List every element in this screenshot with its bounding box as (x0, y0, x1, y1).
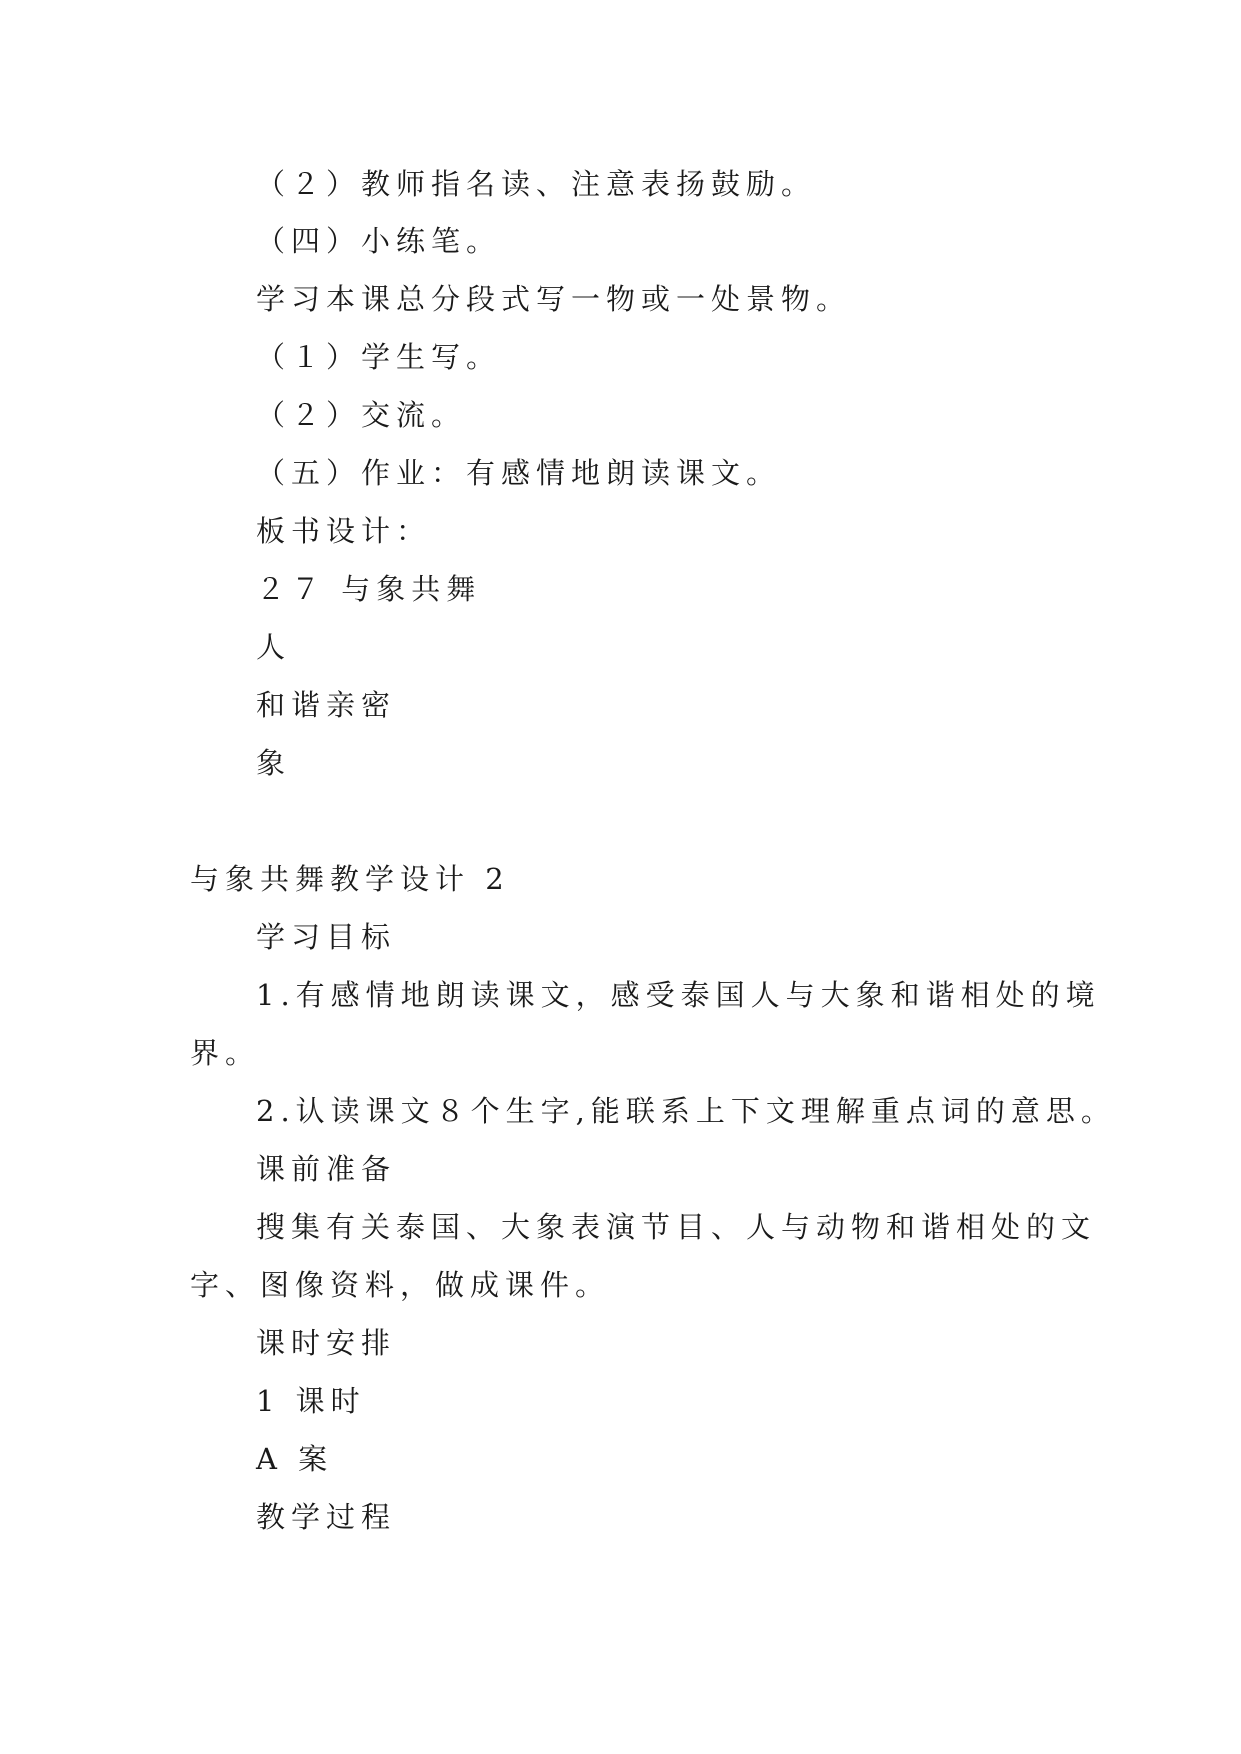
text-line: （五）作业：有感情地朗读课文。 (256, 456, 782, 490)
objective-2: 2.认读课文８个生字,能联系上下文理解重点词的意思。 (256, 1094, 1116, 1128)
text-line: （２）教师指名读、注意表扬鼓励。 (256, 167, 817, 201)
board-design-title: ２７ 与象共舞 (256, 572, 482, 606)
board-design-line: 人 (256, 630, 292, 664)
process-heading: 教学过程 (256, 1500, 397, 1534)
board-design-line: 和谐亲密 (256, 688, 397, 722)
prep-text-continued: 字、图像资料，做成课件。 (190, 1268, 611, 1302)
section-title: 与象共舞教学设计 2 (190, 862, 510, 896)
objective-1-continued: 界。 (190, 1036, 261, 1070)
prep-text: 搜集有关泰国、大象表演节目、人与动物和谐相处的文 (256, 1210, 1097, 1244)
text-line: （２）交流。 (256, 398, 467, 432)
board-design-heading: 板书设计： (256, 514, 432, 548)
prep-heading: 课前准备 (256, 1152, 397, 1186)
text-line: 学习本课总分段式写一物或一处景物。 (256, 282, 852, 316)
schedule-heading: 课时安排 (256, 1326, 397, 1360)
text-line: （四）小练笔。 (256, 224, 502, 258)
board-design-line: 象 (256, 746, 292, 780)
objective-1: 1.有感情地朗读课文，感受泰国人与大象和谐相处的境 (256, 978, 1101, 1012)
schedule-value: 1 课时 (256, 1384, 366, 1418)
objectives-heading: 学习目标 (256, 920, 397, 954)
text-line: （１）学生写。 (256, 340, 502, 374)
plan-label: A 案 (256, 1442, 334, 1476)
